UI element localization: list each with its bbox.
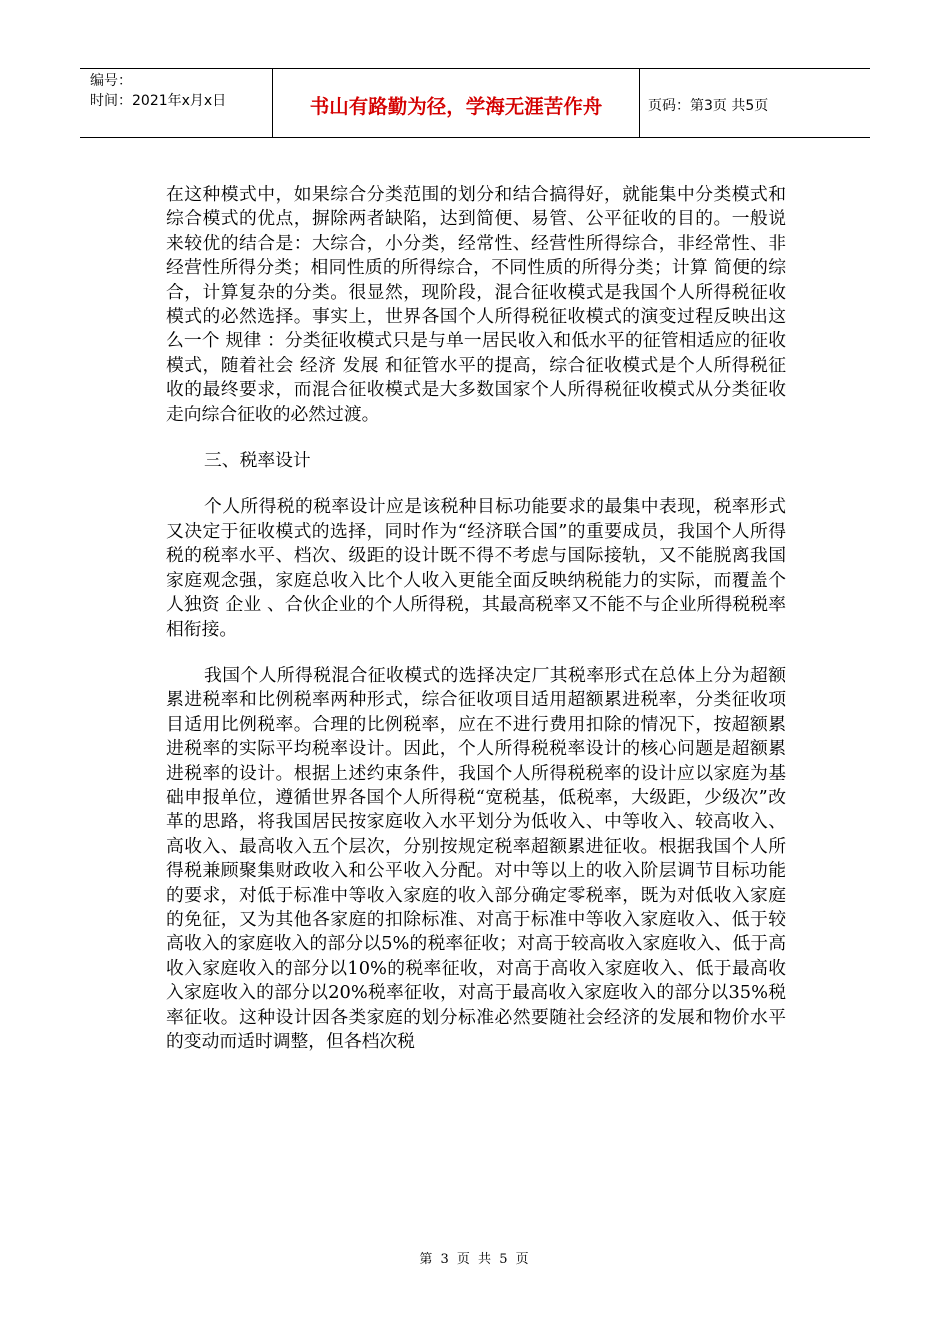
- page-footer: 第 3 页 共 5 页: [419, 1252, 531, 1267]
- body-paragraph: 在这种模式中，如果综合分类范围的划分和结合搞得好，就能集中分类模式和综合模式的优点，摒除两者缺陷，达到简便、易管、公平征收的目的。一般说来较优的结合是：大综合，小分类，经常性、经营性所得综合，非经常性、非经营性所得分类；相同性质的所得综合，不同性质的所得分类；计算 简便的综合，计算复杂的分类。很显然，现阶段，混合征收模式是我国个人所得税征收模式的必然选择。事实上，世界各国个人所得税征收模式的演变过程反映出这么一个 规律 ：分类征收模式只是与单一居民收入和低水平的征管相适应的征收模式，随着社会 经济 发展 和征管水平的提高，综合征收模式是个人所得税征收的最终要求，而混合征收模式是大多数国家个人所得税征收模式从分类征收走向综合征收的必然过渡。: [166, 184, 786, 425]
- document-number-label: 编号：: [90, 73, 132, 89]
- body-paragraph: 个人所得税的税率设计应是该税种目标功能要求的最集中表现，税率形式又决定于征收模式的选择，同时作为“经济联合国”的重要成员，我国个人所得税的税率水平、档次、级距的设计既不得不考虑与国际接轨，又不能脱离我国家庭观念强，家庭总收入比个人收入更能全面反映纳税能力的实际，而覆盖个人独资 企业 、合伙企业的个人所得税，其最高税率又不能不与企业所得税税率相衔接。: [166, 496, 786, 640]
- document-time-label: 时间：2021年x月x日: [90, 93, 227, 109]
- section-heading: 三、税率设计: [204, 450, 311, 472]
- header-meta: [80, 69, 272, 137]
- header-motto: 书山有路勤为径，学海无涯苦作舟: [272, 69, 640, 137]
- header-page-info: 页码：第3页 共5页: [648, 98, 769, 114]
- document-body: [166, 183, 786, 1054]
- page-header: [80, 68, 870, 138]
- body-paragraph: 我国个人所得税混合征收模式的选择决定厂其税率形式在总体上分为超额累进税率和比例税率两种形式，综合征收项目适用超额累进税率，分类征收项目适用比例税率。合理的比例税率，应在不进行费用扣除的情况下，按超额累进税率的实际平均税率设计。因此，个人所得税税率设计的核心问题是超额累进税率的设计。根据上述约束条件，我国个人所得税税率的设计应以家庭为基础申报单位，遵循世界各国个人所得税“宽税基，低税率，大级距，少级次”改革的思路，将我国居民按家庭收入水平划分为低收入、中等收入、较高收入、高收入、最高收入五个层次，分别按规定税率超额累进征收。根据我国个人所得税兼顾聚集财政收入和公平收入分配。对中等以上的收入阶层调节目标功能的要求，对低于标准中等收入家庭的收入部分确定零税率，既为对低收入家庭的免征，又为其他各家庭的扣除标准、对高于标准中等收入家庭收入、低于较高收入的家庭收入的部分以5%的税率征收；对高于较高收入家庭收入、低于高收入家庭收入的部分以10%的税率征收，对高于高收入家庭收入、低于最高收入家庭收入的部分以20%税率征收，对高于最高收入家庭收入的部分以35%税率征收。这种设计因各类家庭的划分标准必然要随社会经济的发展和物价水平的变动而适时调整，但各档次税: [166, 664, 786, 1052]
